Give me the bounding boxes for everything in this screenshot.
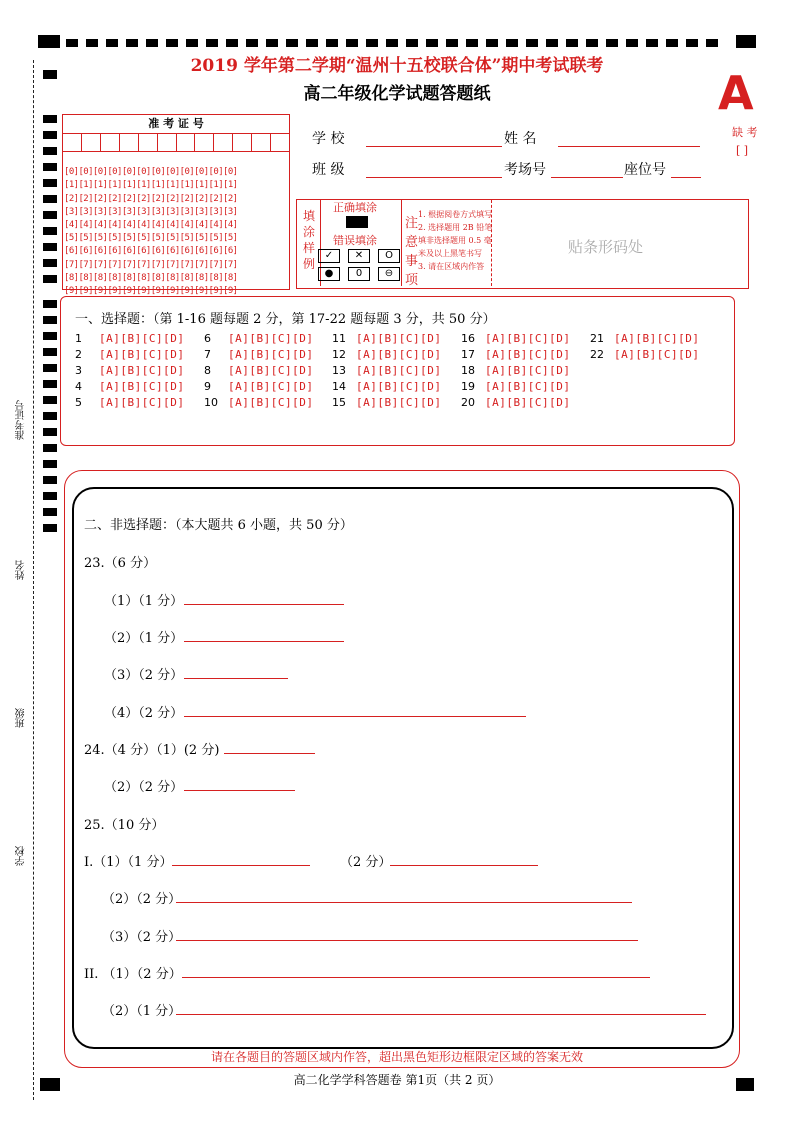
correct-fill-label: 正确填涂	[333, 201, 377, 214]
answer-options[interactable]: [A][B][C][D]	[228, 348, 314, 361]
question-number: 21	[590, 332, 604, 345]
school-field[interactable]	[366, 146, 502, 147]
wrong-fill-label: 错误填涂	[333, 234, 377, 247]
answer-options[interactable]: [A][B][C][D]	[485, 332, 571, 345]
side-label-exam-id: 准考证号	[16, 400, 27, 440]
choice-question-15[interactable]	[332, 396, 441, 409]
answer-options[interactable]: [A][B][C][D]	[356, 332, 442, 345]
answer-options[interactable]: [A][B][C][D]	[99, 396, 185, 409]
answer-options[interactable]: [A][B][C][D]	[356, 380, 442, 393]
circle-mark-icon: O	[378, 249, 400, 263]
question-number: 22	[590, 348, 604, 361]
answer-options[interactable]: [A][B][C][D]	[99, 348, 185, 361]
q25-I1b-label: （2 分）	[340, 855, 392, 870]
q25-I3-label: （3）（2 分）	[102, 930, 182, 945]
choice-question-10[interactable]	[204, 396, 313, 409]
question-number: 9	[204, 380, 211, 393]
answer-options[interactable]: [A][B][C][D]	[356, 364, 442, 377]
bubble-row[interactable]: [4][4][4][4][4][4][4][4][4][4][4][4]	[64, 220, 238, 231]
choice-question-11[interactable]	[332, 332, 441, 345]
exam-title: 2019 学年第二学期“温州十五校联合体”期中考试联考	[190, 56, 604, 76]
question-number: 7	[204, 348, 211, 361]
room-field[interactable]	[551, 177, 623, 178]
q25-I2-answer[interactable]	[176, 902, 632, 903]
absent-label: 缺 考	[732, 126, 758, 139]
zero-mark-icon: 0	[348, 267, 370, 281]
choice-question-18[interactable]	[461, 364, 570, 377]
choice-question-8[interactable]	[204, 364, 313, 377]
bubble-row[interactable]: [5][5][5][5][5][5][5][5][5][5][5][5]	[64, 233, 238, 244]
answer-options[interactable]: [A][B][C][D]	[228, 332, 314, 345]
question-number: 20	[461, 396, 475, 409]
answer-area-warning: 请在各题目的答题区域内作答，超出黑色矩形边框限定区域的答案无效	[210, 1050, 583, 1064]
answer-options[interactable]: [A][B][C][D]	[614, 348, 700, 361]
question-number: 8	[204, 364, 211, 377]
choice-question-1[interactable]	[75, 332, 184, 345]
exam-id-write-cells[interactable]	[63, 133, 289, 152]
class-field[interactable]	[366, 177, 502, 178]
answer-options[interactable]: [A][B][C][D]	[99, 380, 185, 393]
q25-I1b-answer[interactable]	[390, 865, 538, 866]
question-number: 13	[332, 364, 346, 377]
q23-2-answer[interactable]	[184, 641, 344, 642]
answer-options[interactable]: [A][B][C][D]	[228, 364, 314, 377]
question-number: 12	[332, 348, 346, 361]
bubble-row[interactable]: [1][1][1][1][1][1][1][1][1][1][1][1]	[64, 180, 238, 191]
answer-options[interactable]: [A][B][C][D]	[99, 332, 185, 345]
choice-question-22[interactable]	[590, 348, 699, 361]
notes-side-label: 注 意 事 项	[405, 216, 419, 288]
question-number: 11	[332, 332, 346, 345]
answer-options[interactable]: [A][B][C][D]	[228, 380, 314, 393]
q23-3-label: （3）（2 分）	[104, 668, 184, 683]
side-label-name: 姓名	[16, 560, 27, 580]
q25-II1-label: II. （1）（2 分）	[84, 967, 182, 982]
school-label: 学 校	[312, 131, 345, 147]
q23-2-label: （2）（1 分）	[104, 631, 184, 646]
question-number: 3	[75, 364, 82, 377]
bubble-row[interactable]: [3][3][3][3][3][3][3][3][3][3][3][3]	[64, 206, 238, 217]
answer-options[interactable]: [A][B][C][D]	[614, 332, 700, 345]
question-number: 17	[461, 348, 475, 361]
q25-I2-label: （2）（2 分）	[102, 892, 182, 907]
section2-heading: 二、非选择题：（本大题共 6 小题，共 50 分）	[84, 518, 353, 533]
choice-question-13[interactable]	[332, 364, 441, 377]
answer-options[interactable]: [A][B][C][D]	[99, 364, 185, 377]
answer-options[interactable]: [A][B][C][D]	[485, 396, 571, 409]
sheet-title: 高二年级化学试题答题纸	[303, 84, 491, 104]
q25-II2-label: （2）（1 分）	[102, 1004, 182, 1019]
exam-id-grid	[62, 114, 290, 297]
binding-line	[33, 60, 34, 1100]
choice-question-7[interactable]	[204, 348, 313, 361]
choice-question-20[interactable]	[461, 396, 570, 409]
q24-1-answer[interactable]	[224, 753, 315, 754]
choice-question-16[interactable]	[461, 332, 570, 345]
choice-question-2[interactable]	[75, 348, 184, 361]
choice-question-9[interactable]	[204, 380, 313, 393]
correct-fill-sample	[346, 216, 368, 228]
q23-label: 23.（6 分）	[84, 556, 157, 571]
bubble-row[interactable]: [0][0][0][0][0][0][0][0][0][0][0][0]	[64, 167, 238, 178]
question-number: 5	[75, 396, 82, 409]
room-label: 考场号	[504, 162, 546, 178]
q23-4-answer[interactable]	[184, 716, 526, 717]
question-number: 16	[461, 332, 475, 345]
notes-list: 1. 根据阅卷方式填写 2. 选择题用 2B 铅笔 填非选择题用 0.5 毫 米及以上黑笔书写 3. 请在区域内作答	[418, 210, 493, 271]
bubble-row[interactable]: [8][8][8][8][8][8][8][8][8][8][8][8]	[64, 272, 238, 283]
answer-options[interactable]: [A][B][C][D]	[228, 396, 314, 409]
choice-question-19[interactable]	[461, 380, 570, 393]
choice-question-21[interactable]	[590, 332, 699, 345]
choice-question-5[interactable]	[75, 396, 184, 409]
class-label: 班 级	[312, 162, 345, 178]
q25-I1-label: I.（1）（1 分）	[84, 855, 173, 870]
bubble-row[interactable]: [2][2][2][2][2][2][2][2][2][2][2][2]	[64, 193, 238, 204]
half-fill-mark-icon: ⊖	[378, 267, 400, 281]
choice-question-17[interactable]	[461, 348, 570, 361]
question-number: 15	[332, 396, 346, 409]
q23-1-answer[interactable]	[184, 604, 344, 605]
dot-mark-icon: ●	[318, 267, 340, 281]
name-label: 姓 名	[504, 131, 537, 147]
question-number: 18	[461, 364, 475, 377]
answer-options[interactable]: [A][B][C][D]	[356, 396, 442, 409]
question-number: 19	[461, 380, 475, 393]
seat-label: 座位号	[624, 162, 666, 178]
q24-2-answer[interactable]	[184, 790, 295, 791]
seat-field[interactable]	[671, 177, 701, 178]
q25-II2-answer[interactable]	[176, 1014, 706, 1015]
q23-1-label: （1）（1 分）	[104, 594, 184, 609]
choice-question-12[interactable]	[332, 348, 441, 361]
side-label-school: 学校	[16, 846, 27, 866]
q24-2-label: （2）（2 分）	[104, 780, 184, 795]
answer-options[interactable]: [A][B][C][D]	[485, 380, 571, 393]
side-label-class: 班级	[16, 708, 27, 728]
question-number: 10	[204, 396, 218, 409]
question-number: 6	[204, 332, 211, 345]
choice-question-4[interactable]	[75, 380, 184, 393]
bubble-row[interactable]: [6][6][6][6][6][6][6][6][6][6][6][6]	[64, 246, 238, 257]
q23-4-label: （4）（2 分）	[104, 706, 184, 721]
question-number: 4	[75, 380, 82, 393]
answer-options[interactable]: [A][B][C][D]	[485, 364, 571, 377]
name-field[interactable]	[558, 146, 700, 147]
barcode-area	[491, 200, 746, 286]
q25-II1-answer[interactable]	[182, 977, 650, 978]
barcode-label: 贴条形码处	[568, 238, 644, 256]
q25-I3-answer[interactable]	[176, 940, 638, 941]
bubble-row[interactable]: [9][9][9][9][9][9][9][9][9][9][9][9]	[64, 286, 238, 297]
question-number: 14	[332, 380, 346, 393]
page-footer: 高二化学学科答题卷 第1页（共 2 页）	[293, 1073, 501, 1087]
version-letter: A	[718, 66, 754, 120]
question-number: 2	[75, 348, 82, 361]
fill-example-side-label: 填 涂 样 例	[303, 209, 316, 271]
answer-options[interactable]: [A][B][C][D]	[356, 348, 442, 361]
check-mark-icon: ✓	[318, 249, 340, 263]
choice-question-14[interactable]	[332, 380, 441, 393]
choice-question-3[interactable]	[75, 364, 184, 377]
choice-question-6[interactable]	[204, 332, 313, 345]
q25-I1-answer[interactable]	[172, 865, 310, 866]
q23-3-answer[interactable]	[184, 678, 288, 679]
exam-id-heading: 准 考 证 号	[63, 115, 289, 134]
question-number: 1	[75, 332, 82, 345]
q25-label: 25.（10 分）	[84, 818, 165, 833]
absent-checkbox[interactable]: [ ]	[736, 144, 749, 157]
choice-heading: 一、选择题：（第 1-16 题每题 2 分，第 17-22 题每题 3 分，共 50 分）	[75, 312, 496, 327]
cross-mark-icon: ✕	[348, 249, 370, 263]
bubble-row[interactable]: [7][7][7][7][7][7][7][7][7][7][7][7]	[64, 259, 238, 270]
q24-label: 24.（4 分）（1）(2 分)	[84, 743, 220, 758]
answer-options[interactable]: [A][B][C][D]	[485, 348, 571, 361]
